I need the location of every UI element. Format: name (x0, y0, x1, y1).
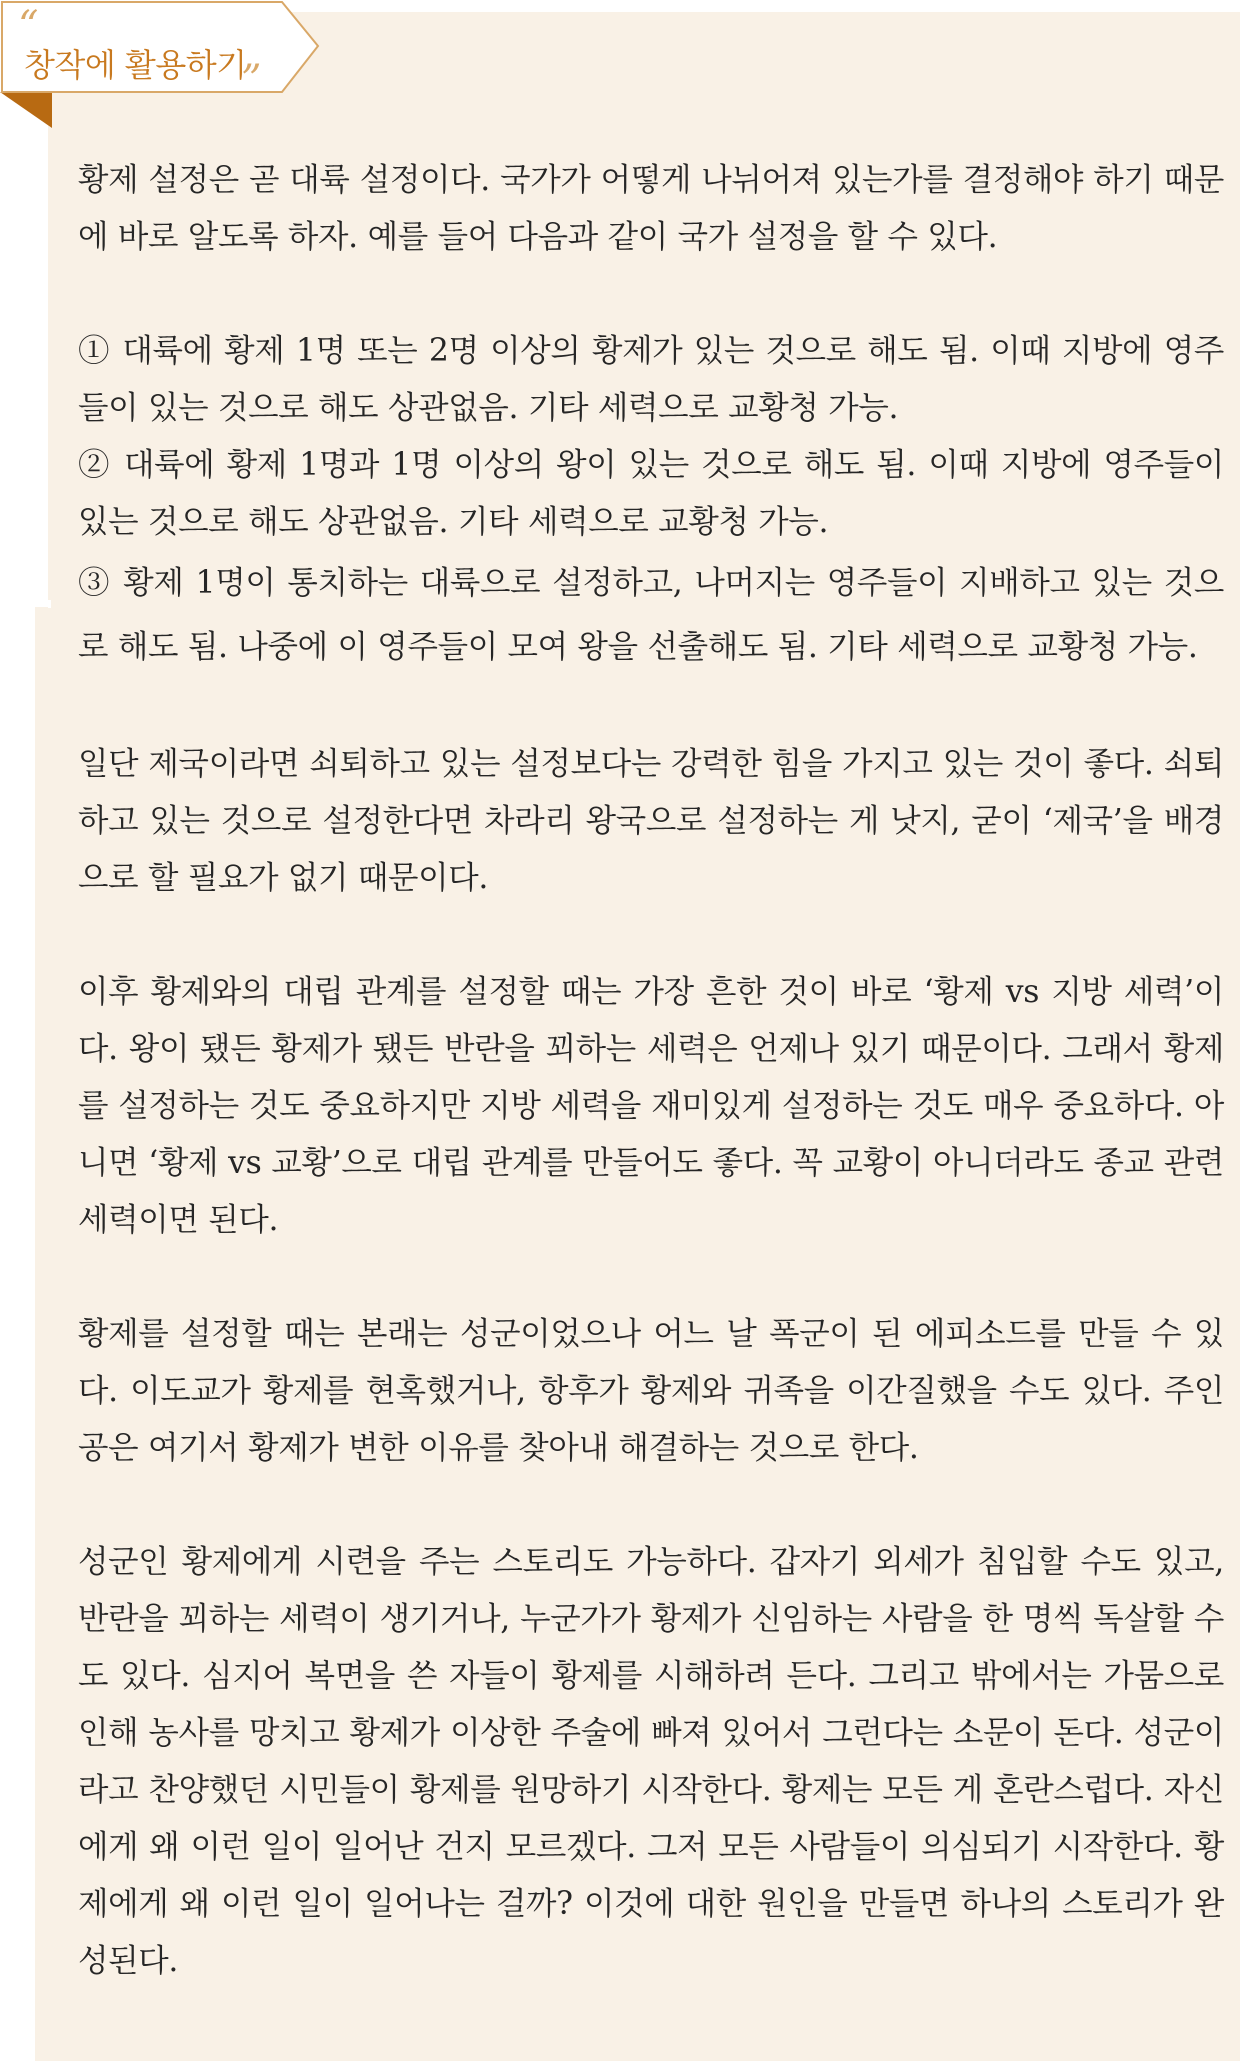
panel-edge (48, 600, 51, 608)
option-2: ② 대륙에 황제 1명과 1명 이상의 왕이 있는 것으로 해도 됨. 이때 지방에 영주들이 있는 것으로 해도 상관없음. 기타 세력으로 교황청 가능. (78, 447, 1224, 540)
option-1: ① 대륙에 황제 1명 또는 2명 이상의 황제가 있는 것으로 해도 됨. 이때 지방에 영주들이 있는 것으로 해도 상관없음. 기타 세력으로 교황청 가능. (78, 333, 1224, 426)
paragraph-empire-strength: 일단 제국이라면 쇠퇴하고 있는 설정보다는 강력한 힘을 가지고 있는 것이 좋다. 쇠퇴하고 있는 것으로 설정한다면 차라리 왕국으로 설정하는 게 낫지, 굳이 ‘제국’을 배경으로 할 필요가 없기 때문이다. (78, 746, 1224, 896)
paragraph-tyrant-episode: 황제를 설정할 때는 본래는 성군이었으나 어느 날 폭군이 된 에피소드를 만들 수 있다. 이도교가 황제를 현혹했거나, 항후가 황제와 귀족을 이간질했을 수도 있다. 주인공은 여기서 황제가 변한 이유를 찾아내 해결하는 것으로 한다. (78, 1316, 1224, 1466)
article-body (78, 152, 1224, 1990)
paragraph-conflict: 이후 황제와의 대립 관계를 설정할 때는 가장 흔한 것이 바로 ‘황제 vs 지방 세력’이다. 왕이 됐든 황제가 됐든 반란을 꾀하는 세력은 언제나 있기 때문이다. 그래서 황제를 설정하는 것도 중요하지만 지방 세력을 재미있게 설정하는 것도 매우 중요하다. 아니면 ‘황제 vs 교황’으로 대립 관계를 만들어도 좋다. 꼭 교황이 아니더라도 종교 관련 세력이면 된다. (78, 974, 1224, 1238)
section-tab (0, 0, 320, 120)
close-quote-icon: ” (241, 57, 262, 103)
panel-notch (35, 607, 48, 2061)
tab-fold (0, 92, 52, 128)
paragraph-trial-story: 성군인 황제에게 시련을 주는 스토리도 가능하다. 갑자기 외세가 침입할 수도 있고, 반란을 꾀하는 세력이 생기거나, 누군가가 황제가 신임하는 사람을 한 명씩 독살할 수도 있다. 심지어 복면을 쓴 자들이 황제를 시해하려 든다. 그리고 밖에서는 가뭄으로 인해 농사를 망치고 황제가 이상한 주술에 빠져 있어서 그런다는 소문이 돈다. 성군이라고 찬양했던 시민들이 황제를 원망하기 시작한다. 황제는 모든 게 혼란스럽다. 자신에게 왜 이런 일이 일어난 건지 모르겠다. 그저 모든 사람들이 의심되기 시작한다. 황제에게 왜 이런 일이 일어나는 걸까? 이것에 대한 원인을 만들면 하나의 스토리가 완성된다. (78, 1544, 1224, 1979)
section-title: 창작에 활용하기 (24, 46, 247, 84)
open-quote-icon: “ (18, 3, 39, 49)
option-3: ③ 황제 1명이 통치하는 대륙으로 설정하고, 나머지는 영주들이 지배하고 있는 것으로 해도 됨. 나중에 이 영주들이 모여 왕을 선출해도 됨. 기타 세력으로 교황청 가능. (78, 565, 1224, 665)
paragraph-intro: 황제 설정은 곧 대륙 설정이다. 국가가 어떻게 나뉘어져 있는가를 결정해야 하기 때문에 바로 알도록 하자. 예를 들어 다음과 같이 국가 설정을 할 수 있다. (78, 162, 1224, 255)
